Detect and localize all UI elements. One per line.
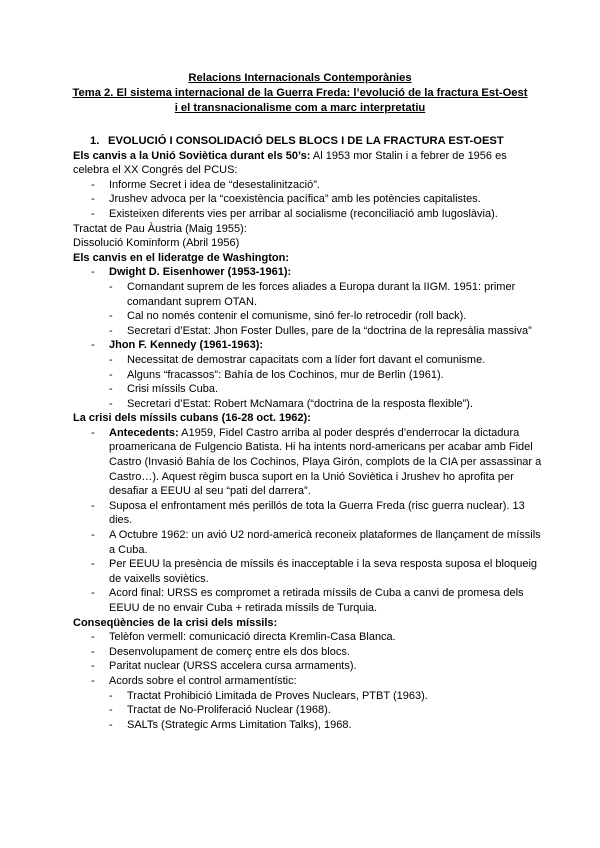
list-item: - Informe Secret i idea de “desestalinització”. <box>91 178 320 191</box>
topic-title-line1: Tema 2. El sistema internacional de la Guerra Freda: l’evolució de la fractura Est-Oest <box>72 87 528 99</box>
list-item: - Tractat de No-Proliferació Nuclear (1968). <box>109 704 331 717</box>
list-item: - Paritat nuclear (URSS accelera cursa armaments). <box>91 660 357 673</box>
antecedents-text: A1959, Fidel Castro arriba al poder després d’enderrocar la dictadura proamericana de Fulgencio Batista. Hi ha intents nord-americans per acabar amb Fidel Castro (Invasió Bahía de los Cochinos, Playa Girón, complots de la CIA per assassinar a Castro…). Aquest règim busca suport en la Unió Soviètica i Jrushev ho aprofita per desafiar a EEUU al seu “pati del darrera”. <box>109 426 542 498</box>
austria-treaty-line: Tractat de Pau Àustria (Maig 1955): <box>73 222 247 235</box>
bullet-dash: - <box>109 689 113 702</box>
document-header <box>60 71 540 116</box>
bullet-dash: - <box>109 280 113 293</box>
list-item <box>73 338 543 411</box>
bullet-dash: - <box>109 324 113 337</box>
bullet-dash: - <box>91 426 95 439</box>
bullet-dash: - <box>91 178 95 191</box>
washington-heading: Els canvis en el lideratge de Washington: <box>73 251 289 264</box>
bullet-dash: - <box>91 529 95 542</box>
list-item: - Tractat Prohibició Limitada de Proves Nuclears, PTBT (1963). <box>109 689 428 702</box>
ussr-list <box>73 178 543 222</box>
antecedents-label: Antecedents: <box>109 426 179 439</box>
list-item <box>73 265 543 338</box>
bullet-dash: - <box>91 631 95 644</box>
list-item: - Acords sobre el control armamentístic: - Tractat Prohibició Limitada de Proves Nuclears, PTBT (1963). - Tractat de No-Proliferació Nuclear (1968). - SALTs (Strategic Arms Limitation Talks), 1968. <box>73 674 543 732</box>
list-item: - Necessitat de demostrar capacitats com a líder fort davant el comunisme. <box>109 353 486 366</box>
list-item: - Cal no només contenir el comunisme, sinó fer-lo retrocedir (roll back). <box>109 310 467 323</box>
ussr-intro: Al 1953 mor Stalin i a febrer de 1956 es celebra el XX Congrés del PCUS: <box>73 149 507 177</box>
bullet-dash: - <box>91 587 95 600</box>
ussr-paragraph <box>73 149 543 178</box>
bullet-dash: - <box>91 499 95 512</box>
bullet-dash: - <box>109 383 113 396</box>
kennedy-list <box>109 353 543 411</box>
eisenhower-name: Dwight D. Eisenhower (1953-1961): <box>109 266 292 279</box>
consequences-list <box>73 630 543 732</box>
bullet-dash: - <box>91 339 95 352</box>
list-item: - Jrushev advoca per la “coexistència pacífica” amb les potències capitalistes. <box>91 193 481 206</box>
bullet-dash: - <box>91 674 95 687</box>
list-item: - Telèfon vermell: comunicació directa Kremlin-Casa Blanca. <box>91 631 396 644</box>
list-item: - Desenvolupament de comerç entre els dos blocs. <box>91 645 350 658</box>
bullet-dash: - <box>91 645 95 658</box>
bullet-dash: - <box>91 558 95 571</box>
bullet-dash: - <box>91 266 95 279</box>
list-item: - Secretari d’Estat: Jhon Foster Dulles, pare de la “doctrina de la represàlia massiva” <box>109 324 532 337</box>
section-number: 1. <box>90 135 100 147</box>
bullet-dash: - <box>109 704 113 717</box>
topic-title-line2: i el transnacionalisme com a marc interpretatiu <box>174 102 426 114</box>
kennedy-name: Jhon F. Kennedy (1961-1963): <box>109 339 264 352</box>
course-title: Relacions Internacionals Contemporànies <box>188 72 412 84</box>
bullet-dash: - <box>109 718 113 731</box>
eisenhower-list <box>109 280 543 338</box>
washington-list <box>73 265 543 411</box>
bullet-dash: - <box>91 660 95 673</box>
list-item: - SALTs (Strategic Arms Limitation Talks), 1968. <box>109 718 352 731</box>
bullet-dash: - <box>109 353 113 366</box>
section-title: EVOLUCIÓ I CONSOLIDACIÓ DELS BLOCS I DE LA FRACTURA EST-OEST <box>108 135 504 147</box>
bullet-dash: - <box>109 368 113 381</box>
treaties-list <box>109 689 543 733</box>
bullet-dash: - <box>91 207 95 220</box>
section-heading <box>90 134 543 149</box>
list-item <box>73 426 543 499</box>
crisis-list <box>73 426 543 616</box>
bullet-dash: - <box>91 193 95 206</box>
list-item: - Alguns “fracassos”: Bahía de los Cochinos, mur de Berlin (1961). <box>109 368 444 381</box>
consequences-heading: Conseqüències de la crisi dels míssils: <box>73 616 278 629</box>
kominform-line: Dissolució Kominform (Abril 1956) <box>73 237 240 250</box>
list-item: - Crisi míssils Cuba. <box>109 383 219 396</box>
bullet-dash: - <box>109 397 113 410</box>
list-item: - Secretari d’Estat: Robert McNamara (“doctrina de la resposta flexible”). <box>109 397 474 410</box>
list-item: - Comandant suprem de les forces aliades a Europa durant la IIGM. 1951: primer comandant suprem OTAN. <box>109 280 516 308</box>
bullet-dash: - <box>109 310 113 323</box>
list-item: - Existeixen diferents vies per arribar al socialisme (reconciliació amb Iugoslàvia). <box>91 207 498 220</box>
crisis-heading: La crisi dels míssils cubans (16-28 oct. 1962): <box>73 412 311 425</box>
list-item: - Acord final: URSS es compromet a retirada míssils de Cuba a canvi de promesa dels EEUU de no envair Cuba + retirada míssils de Turquia. <box>91 587 524 614</box>
list-item: - Suposa el enfrontament més perillós de tota la Guerra Freda (risc guerra nuclear). 13 dies. <box>91 499 525 527</box>
list-item: - Per EEUU la presència de míssils és inacceptable i la seva resposta suposa el bloqueig de vaixells soviètics. <box>91 558 538 585</box>
list-item: - A Octubre 1962: un avió U2 nord-americà reconeix plataformes de llançament de míssils a Cuba. <box>91 529 541 556</box>
ussr-heading: Els canvis a la Unió Soviètica durant els 50’s: <box>73 149 311 162</box>
document-body <box>73 134 543 732</box>
